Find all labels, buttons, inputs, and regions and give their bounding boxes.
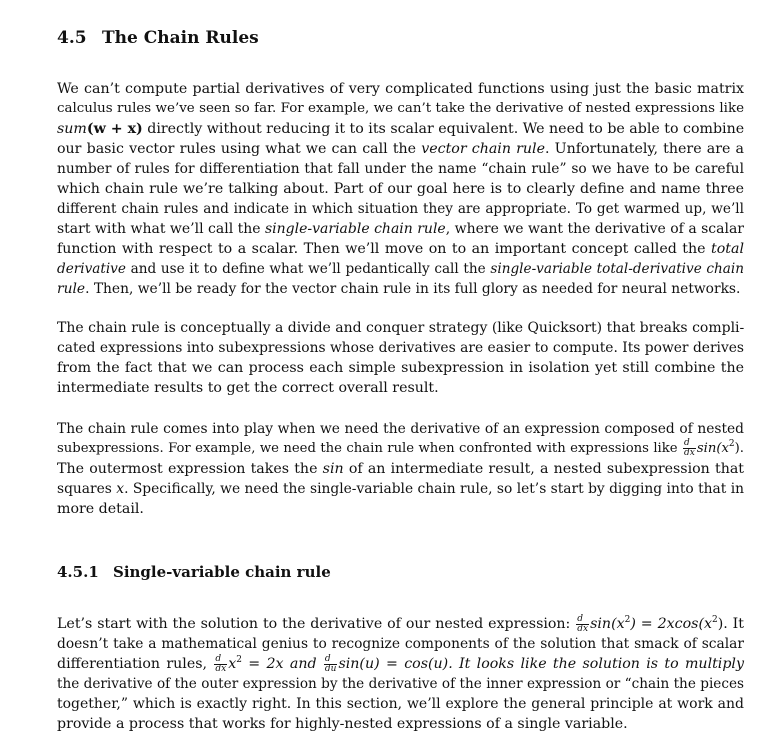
text: subexpressions. For example, we need the chain rule when confronted with expressions like	[57, 441, 682, 456]
text: cated expressions into subexpressions whose derivatives are easier to compute. Its power derives	[57, 340, 744, 356]
text-line	[57, 199, 744, 219]
text-line	[57, 119, 744, 139]
text: doesn’t take a mathematical genius to recognize components of the solution that smack of scalar	[57, 636, 744, 652]
text: together,” which is exactly right. In this section, we’ll explore the general principle at work and	[57, 696, 744, 712]
fraction-d-dx	[683, 439, 696, 458]
text: squares	[57, 481, 117, 497]
math-2x: = 2x and	[241, 656, 323, 672]
text-line	[57, 259, 744, 279]
fraction-d-dx	[214, 655, 227, 674]
text: start with what we’ll call the	[57, 221, 265, 237]
text-line	[57, 419, 744, 439]
subsection-number: 4.5.1	[57, 563, 99, 581]
text-line	[57, 499, 744, 519]
numerator: d	[324, 655, 338, 665]
text-line	[57, 239, 744, 259]
exponent: 2	[624, 615, 631, 625]
paragraph-divide-conquer	[57, 318, 744, 398]
math-sin: sin	[590, 616, 612, 632]
math-x: x	[116, 481, 125, 497]
text-line	[57, 378, 744, 398]
text: calculus rules we’ve seen so far. For example, we can’t take the derivative of nested expressions like	[57, 101, 744, 116]
text: differentiation rules,	[57, 656, 214, 672]
term-vector-chain-rule: vector chain rule	[421, 141, 545, 157]
text: ).	[734, 441, 744, 456]
paragraph-nested-expressions	[57, 419, 744, 519]
text-line	[57, 479, 744, 499]
text-line	[57, 318, 744, 338]
text: from the fact that we can process each simple subexpression in isolation yet still combine the	[57, 360, 744, 376]
text-line	[57, 714, 744, 734]
section-heading	[57, 28, 259, 48]
text-line	[57, 279, 744, 299]
text: intermediate results to get the correct overall result.	[57, 380, 439, 396]
text: function with respect to a scalar. Then we’ll move on to an important concept called the	[57, 241, 712, 257]
text: which chain rule we’re talking about. Part of our goal here is to clearly define and name three	[57, 181, 744, 197]
text: our basic vector rules using what we can call the	[57, 141, 422, 157]
math-x: (x	[716, 441, 729, 456]
numerator: d	[214, 655, 227, 665]
term-single-variable-chain-rule: single-variable chain rule	[265, 221, 446, 237]
text: Let’s start with the solution to the derivative of our nested expression:	[57, 616, 576, 632]
text-line	[57, 459, 744, 479]
text-line	[57, 358, 744, 378]
text-line	[57, 159, 744, 179]
text: provide a process that works for highly-nested expressions of a single variable.	[57, 716, 628, 732]
text: . Then, we’ll be ready for the vector chain rule in its full glory as needed for neural networks.	[85, 281, 741, 297]
math-sin: sin	[338, 656, 360, 672]
fraction-d-du	[324, 655, 338, 674]
text-line	[57, 439, 744, 459]
term-total-derivative-chain: single-variable total-derivative chain	[490, 261, 744, 277]
text-line	[57, 614, 744, 634]
text-line	[57, 338, 744, 358]
section-number: 4.5	[57, 28, 87, 48]
paragraph-intro	[57, 79, 744, 299]
math-sin: sin	[322, 461, 344, 477]
denominator: dx	[577, 623, 589, 634]
text-line	[57, 634, 744, 654]
exponent: 2	[711, 615, 718, 625]
text-line	[57, 179, 744, 199]
text: of an intermediate result, a nested subexpression that	[343, 461, 744, 477]
text: . Specifically, we need the single-variable chain rule, so let’s start by digging into that in	[124, 481, 745, 497]
text-line	[57, 99, 744, 119]
subsection-heading	[57, 563, 331, 581]
text: . Unfortunately, there are a	[544, 141, 744, 157]
term-derivative: derivative	[57, 261, 126, 277]
fraction-d-dx	[576, 615, 589, 634]
exponent: 2	[728, 439, 735, 449]
text-line	[57, 79, 744, 99]
text-line	[57, 654, 744, 674]
text: , where we want the derivative of a scalar	[445, 221, 745, 237]
math-cos: cos	[404, 656, 428, 672]
math-x: (x	[611, 616, 625, 632]
text-line	[57, 139, 744, 159]
math-u: (u) =	[359, 656, 405, 672]
exponent: 2	[236, 655, 242, 665]
text: The chain rule comes into play when we need the derivative of an expression composed of nested	[57, 421, 744, 437]
text-line	[57, 674, 744, 694]
section-title: The Chain Rules	[102, 28, 259, 48]
subsection-title: Single-variable chain rule	[113, 563, 331, 581]
math-sum: sum	[57, 121, 87, 137]
text: the derivative of the outer expression by the derivative of the inner expression or “chain the pieces	[57, 676, 744, 692]
text: ). It	[717, 616, 744, 632]
text: different chain rules and indicate in which situation they are appropriate. To get warmed up, we’ll	[57, 201, 744, 217]
text: more detail.	[57, 501, 144, 517]
math-cos: cos	[674, 616, 699, 632]
term-total: total	[711, 241, 744, 257]
term-rule: rule	[57, 281, 86, 297]
math-u-text: (u). It looks like the solution is to multiply	[427, 656, 744, 672]
math-sin: sin	[696, 441, 717, 456]
numerator: d	[576, 615, 589, 625]
text: number of rules for differentiation that fall under the name “chain rule” so we have to be careful	[57, 161, 744, 177]
math-2x: ) = 2x	[630, 616, 675, 632]
denominator: dx	[684, 448, 695, 458]
denominator: du	[324, 663, 337, 674]
text: The chain rule is conceptually a divide and conquer strategy (like Quicksort) that breaks compli-	[57, 320, 745, 336]
text: and use it to define what we’ll pedantically call the	[125, 261, 491, 277]
denominator: dx	[215, 663, 227, 674]
text-line	[57, 219, 744, 239]
text: The outermost expression takes the	[57, 461, 323, 477]
numerator: d	[683, 439, 696, 449]
math-vector-sum: (w + x)	[86, 121, 143, 137]
math-x: x	[228, 656, 237, 672]
math-x: (x	[698, 616, 712, 632]
text-line	[57, 694, 744, 714]
text: directly without reducing it to its scalar equivalent. We need to be able to combine	[142, 121, 745, 137]
text: We can’t compute partial derivatives of very complicated functions using just the basic matrix	[57, 81, 744, 97]
paragraph-solution	[57, 614, 744, 734]
